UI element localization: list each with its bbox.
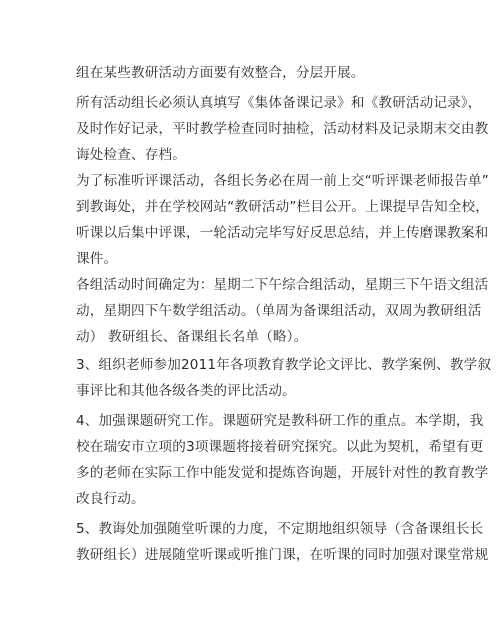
text-line: 4、加强课题研究工作。课题研究是教科研工作的重点。本学期，我 — [76, 413, 484, 429]
text-line: 为了标准听评课活动，各组长务必在周一前上交“听评课老师报告单” — [76, 173, 489, 189]
text-line: 5、教诲处加强随堂听课的力度，不定期地组织领导（含备课组长长 — [76, 521, 484, 537]
text-line: 到教诲处，并在学校网站“教研活动”栏目公开。上课提早告知全校， — [76, 199, 489, 215]
text-line: 教研组长）进展随堂听课或听推门课，在听课的同时加强对课堂常规 — [76, 547, 489, 563]
text-line: 诲处检查、存档。 — [76, 147, 186, 163]
text-line: 校在瑞安市立项的3项课题将接着研究探究。以此为契机，希望有更 — [76, 439, 484, 455]
text-line: 组在某些教研活动方面要有效整合，分层开展。 — [76, 65, 365, 81]
text-line: 多的老师在实际工作中能发觉和提炼咨询题，开展针对性的教育教学 — [76, 465, 489, 481]
text-line: 事评比和其他各级各类的评比活动。 — [76, 383, 296, 399]
text-line: 课件。 — [76, 251, 118, 267]
text-line: 所有活动组长必须认真填写《集体备课记录》和《教研活动记录》， — [76, 95, 482, 111]
text-line: 3、组织老师参加2011年各项教育教学论文评比、教学案例、教学叙 — [76, 357, 492, 373]
text-line: 改良行动。 — [76, 491, 145, 507]
text-line: 及时作好记录，平时教学检查同时抽检，活动材料及记录期末交由教 — [76, 121, 489, 137]
text-line: 动，星期四下午数学组活动。（单周为备课组活动，双周为教研组活 — [76, 303, 482, 319]
text-line: 听课以后集中评课，一轮活动完毕写好反思总结，并上传磨课教案和 — [76, 225, 489, 241]
text-line: 各组活动时间确定为：星期二下午综合组活动，星期三下午语文组活 — [76, 277, 489, 293]
text-line: 动） 教研组长、备课组长名单（略）。 — [76, 329, 308, 345]
